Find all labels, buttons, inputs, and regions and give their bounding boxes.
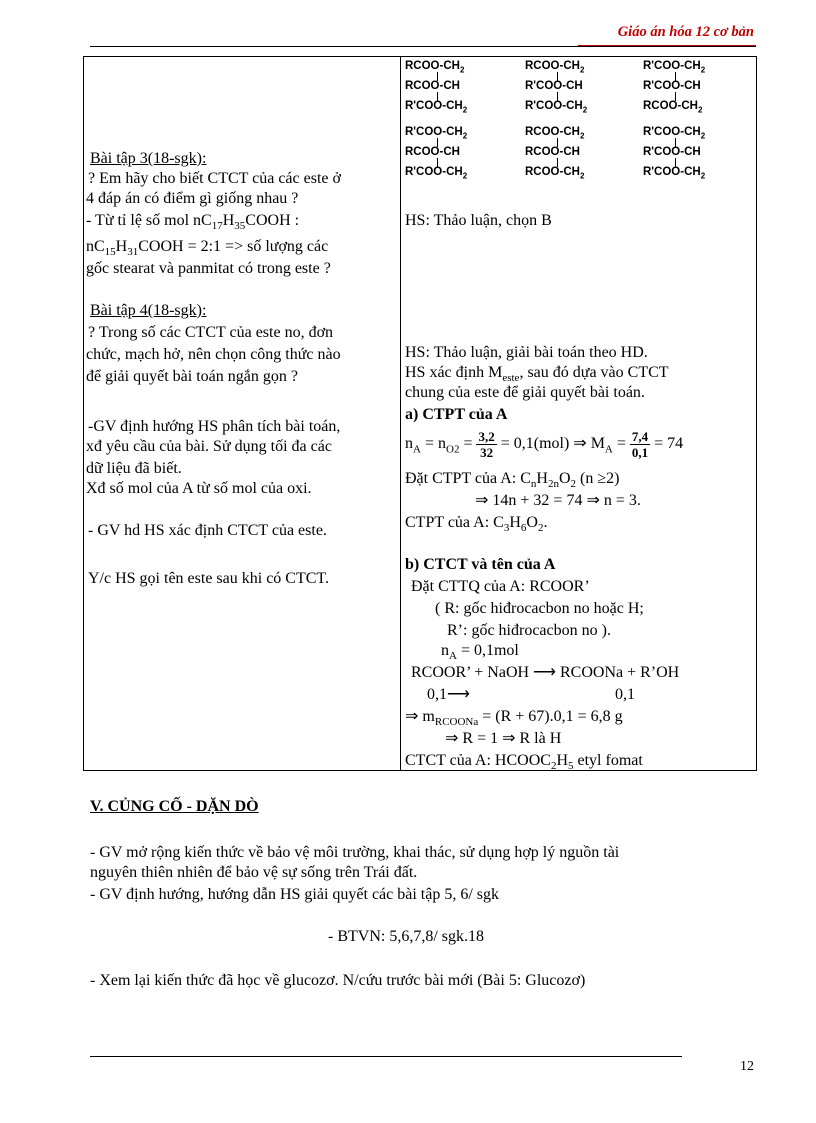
bt3-question-3: - Từ tỉ lệ số mol $nC_{17}H_{35}COOH$ : xyxy=(86,212,300,233)
gv-line-6: Y/c HS gọi tên este sau khi có CTCT. xyxy=(88,570,329,587)
calc-moles: $n_A = n_{O2}$ = $\frac{3,2}{32}$ = 0,1(mol) ⇒ $M_A$ = $\frac{7,4}{0,1}$ = 74 xyxy=(405,429,684,460)
gv-line-5: - GV hd HS xác định CTCT của este. xyxy=(88,522,327,539)
solve-n: ⇒ 14n + 32 = 74 ⇒ n = 3. xyxy=(475,492,641,509)
bt3-question-5: gốc stearat và panmitat có trong este ? xyxy=(86,260,331,277)
bt4-title: Bài tập 4(18-sgk): xyxy=(90,302,207,319)
bt3-title: Bài tập 3(18-sgk): xyxy=(90,150,207,167)
fraction-molar-mass: $\frac{7,4}{0,1}$ xyxy=(631,429,649,460)
ester-structures xyxy=(401,57,759,187)
review-line: - Xem lại kiến thức đã học về glucozơ. N/cứu trước bài mới (Bài 5: Glucozơ) xyxy=(90,972,586,989)
hs-answer-4: chung của este để giải quyết bài toán. xyxy=(405,384,645,401)
part-b-title: b) CTCT và tên của A xyxy=(405,556,556,573)
fraction-oxygen: $\frac{3,2}{32}$ xyxy=(478,429,495,460)
r-definition: ( R: gốc hiđrocacbon no hoặc H; xyxy=(435,600,644,617)
part-a-title: a) CTPT của A xyxy=(405,406,508,423)
page-number: 12 xyxy=(740,1059,754,1074)
molecular-formula: CTPT của A: $C_3H_6O_2$. xyxy=(405,514,548,535)
mass-equation: ⇒ $m_{RCOONa} = (R + 67).0,1 = 6,8$ g xyxy=(405,708,623,729)
gv-line-1: -GV định hướng HS phân tích bài toán, xyxy=(88,418,341,435)
lesson-table xyxy=(83,56,757,771)
structure-3: $R'COO-CH_2$ R'COO-CH RCOO-$CH_2$ xyxy=(643,60,706,115)
bt4-question-1: ? Trong số các CTCT của este no, đơn xyxy=(88,324,334,341)
structure-5: RCOO-$CH_2$ RCOO-CH RCOO-$CH_2$ xyxy=(525,126,585,181)
structure-2: RCOO-$CH_2$ R'COO-CH $R'COO-CH_2$ xyxy=(525,60,588,115)
bt3-question-1: ? Em hãy cho biết CTCT của các este ở xyxy=(88,170,341,187)
bt3-question-2: 4 đáp án có điểm gì giống nhau ? xyxy=(86,190,299,207)
moles-a: $n_A = 0,1mol$ xyxy=(441,642,519,663)
student-column xyxy=(401,57,757,771)
r-prime-definition: R’: gốc hiđrocacbon no ). xyxy=(447,622,611,639)
summary-line-3: - GV định hướng, hướng dẫn HS giải quyết các bài tập 5, 6/ sgk xyxy=(90,886,500,903)
summary-line-1: - GV mở rộng kiến thức về bảo vệ môi trường, khai thác, sử dụng hợp lý nguồn tài xyxy=(90,844,620,861)
bt4-question-2: chức, mạch hở, nên chọn công thức nào xyxy=(86,346,341,363)
homework-line: - BTVN: 5,6,7,8/ sgk.18 xyxy=(328,928,484,945)
gv-line-4: Xđ số mol của A từ số mol của oxi. xyxy=(86,480,312,497)
bt3-question-4: $nC_{15}H_{31}COOH$ = 2:1 => số lượng các xyxy=(86,238,329,259)
header-accent-rule xyxy=(578,45,756,46)
header-title: Giáo án hóa 12 cơ bản xyxy=(617,24,754,40)
header-rule xyxy=(90,46,756,47)
bt4-question-3: để giải quyết bài toán ngắn gọn ? xyxy=(86,368,298,385)
teacher-column xyxy=(84,57,401,771)
hs-answer-3: HS xác định $M_{este}$, sau đó dựa vào CTCT xyxy=(405,364,669,385)
general-formula: Đặt CTPT của A: $C_nH_{2n}O_2$ (n ≥2) xyxy=(405,470,620,491)
final-structure: CTCT của A: $HCOOC_2H_5$ etyl fomat xyxy=(405,752,643,773)
hs-answer-1: HS: Thảo luận, chọn B xyxy=(405,212,552,229)
reaction-moles-left: 0,1⟶ xyxy=(427,686,470,703)
hs-answer-2: HS: Thảo luận, giải bài toán theo HD. xyxy=(405,344,648,361)
gv-line-3: dữ liệu đã biết. xyxy=(86,460,182,477)
reaction-equation: RCOOR’ + NaOH ⟶ RCOONa + R’OH xyxy=(411,664,680,681)
structure-6: $R'COO-CH_2$ R'COO-CH $R'COO-CH_2$ xyxy=(643,126,706,181)
summary-line-2: nguyên thiên nhiên để bảo vệ sự sống trên Trái đất. xyxy=(90,864,418,881)
solve-r: ⇒ R = 1 ⇒ R là H xyxy=(445,730,562,747)
section-title: V. CỦNG CỐ - DẶN DÒ xyxy=(90,798,259,815)
reaction-moles-right: 0,1 xyxy=(615,686,635,703)
general-structure: Đặt CTTQ của A: RCOOR’ xyxy=(411,578,590,595)
structure-4: $R'COO-CH_2$ RCOO-CH $R'COO-CH_2$ xyxy=(405,126,468,181)
gv-line-2: xđ yêu cầu của bài. Sử dụng tối đa các xyxy=(86,438,332,455)
structure-1: RCOO-$CH_2$ RCOO-CH $R'COO-CH_2$ xyxy=(405,60,468,115)
footer-rule xyxy=(90,1056,682,1057)
